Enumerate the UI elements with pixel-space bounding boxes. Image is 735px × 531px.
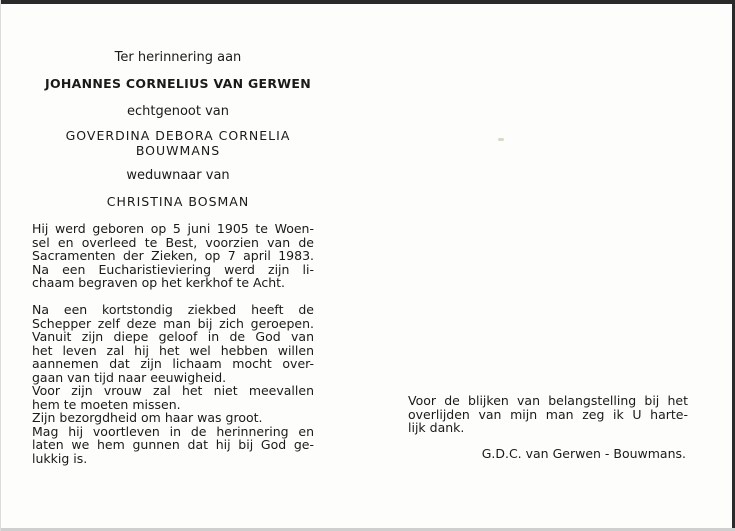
biography-paragraph	[32, 222, 314, 290]
reflection-line: het leven zal hij het wel hebben willen	[32, 342, 314, 358]
widower-intro-text: weduwnaar van	[126, 168, 230, 183]
biography-line: chaam begraven op het kerkhof te Acht.	[32, 275, 286, 290]
card-border-top	[0, 0, 735, 4]
reflection-line: Voor zijn vrouw zal het niet meevallen	[32, 383, 314, 398]
signature: G.D.C. van Gerwen - Bouwmans.	[481, 446, 686, 461]
thanks-line: overlijden van mijn man zeg ik U harte-	[408, 406, 688, 422]
biography-line: Hij werd geboren op 5 juni 1905 te Woen-	[32, 221, 314, 236]
intro-text: Ter herinnering aan	[114, 50, 242, 65]
reflection-line: gaan van tijd naar eeuwigheid.	[32, 369, 227, 385]
reflection-line: Vanuit zijn diepe geloof in de God van	[32, 329, 314, 344]
reflection-line: laten we hem gunnen dat hij bij God ge-	[32, 437, 314, 452]
reflection-line: Mag hij voortleven in de herinnering en	[32, 423, 314, 439]
reflection-line: Schepper zelf deze man bij zich geroepen.	[32, 315, 314, 331]
spouse-name-line2: BOUWMANS	[135, 143, 221, 158]
spouse-name	[30, 128, 326, 158]
first-wife-name: CHRISTINA BOSMAN	[106, 194, 250, 209]
deceased-name: JOHANNES CORNELIUS VAN GERWEN	[45, 76, 311, 91]
biography-line: sel en overleed te Best, voorzien van de	[32, 234, 314, 250]
reflection-paragraph	[32, 303, 314, 465]
paper-speck	[498, 138, 504, 141]
reflection-line: aannemen dat zijn lichaam mocht over-	[32, 356, 314, 371]
reflection-line: lukkig is.	[32, 450, 88, 466]
biography-line: Na een Eucharistieviering werd zijn li-	[32, 261, 314, 277]
thanks-paragraph	[408, 394, 688, 435]
biography-line: Sacramenten der Zieken, op 7 april 1983.	[32, 248, 314, 263]
reflection-line: hem te moeten missen.	[32, 396, 181, 412]
reflection-line: Na een kortstondig ziekbed heeft de	[32, 302, 314, 317]
thanks-line: Voor de blijken van belangstelling bij het	[408, 393, 688, 408]
reflection-line: Zijn bezorgdheid om haar was groot.	[32, 410, 263, 425]
card-border-left	[0, 0, 1, 531]
spouse-intro-text: echtgenoot van	[126, 104, 229, 119]
spouse-name-line1: GOVERDINA DEBORA CORNELIA	[65, 128, 291, 143]
thanks-line: lijk dank.	[408, 420, 465, 435]
